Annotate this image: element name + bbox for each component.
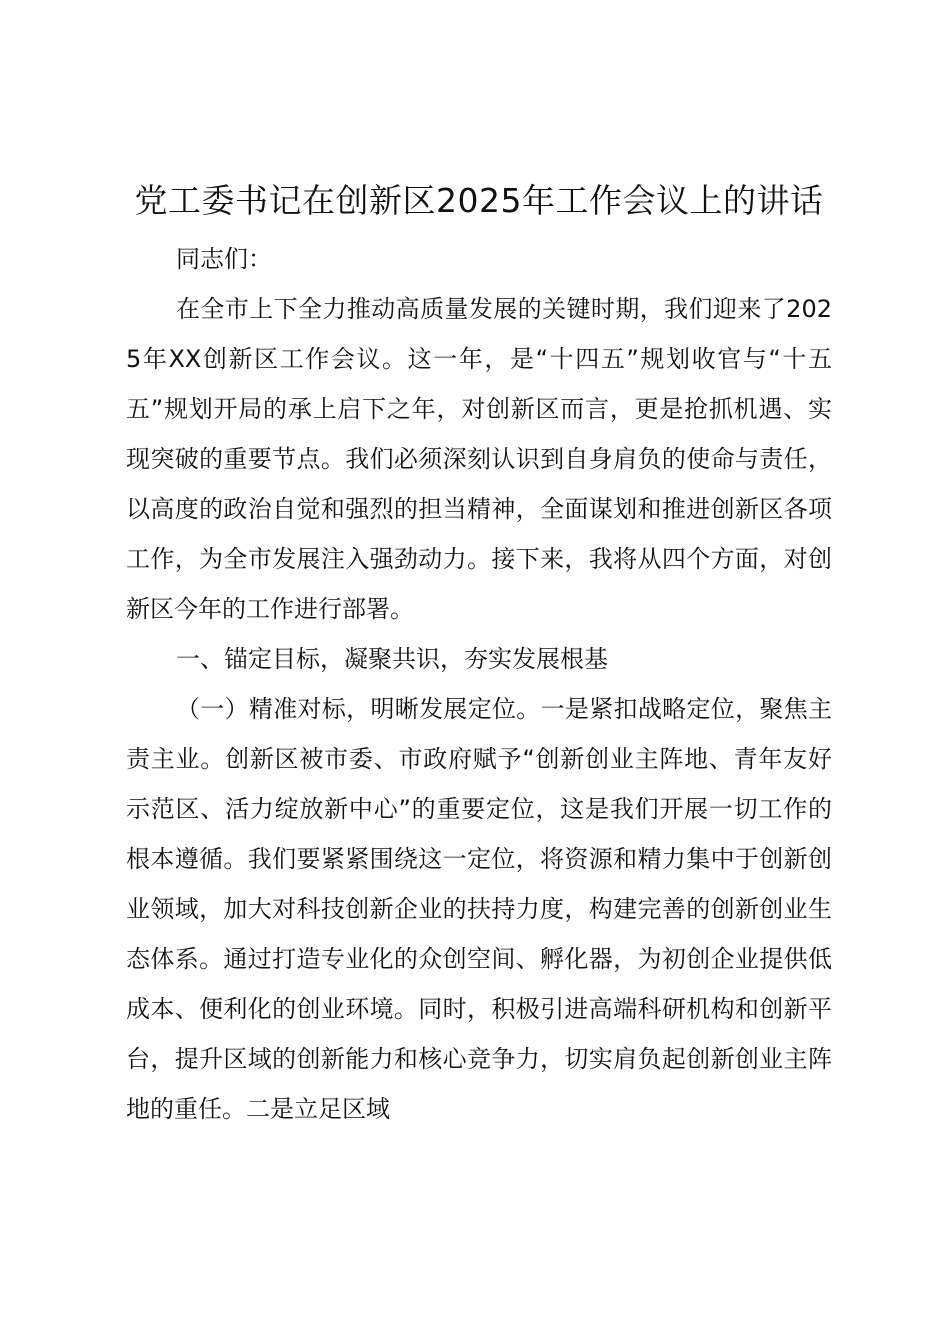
document-page <box>126 178 832 1134</box>
paragraph-section-1: （一）精准对标，明晰发展定位。一是紧扣战略定位，聚焦主责主业。创新区被市委、市政府赋予“创新创业主阵地、青年友好示范区、活力绽放新中心”的重要定位，这是我们开展一切工作的根本遵循。我们要紧紧围绕这一定位，将资源和精力集中于创新创业领域，加大对科技创新企业的扶持力度，构建完善的创新创业生态体系。通过打造专业化的众创空间、孵化器，为初创企业提供低成本、便利化的创业环境。同时，积极引进高端科研机构和创新平台，提升区域的创新能力和核心竞争力，切实肩负起创新创业主阵地的重任。二是立足区域 <box>126 695 832 1123</box>
salutation: 同志们： <box>176 245 272 273</box>
document-title: 党工委书记在创新区2025年工作会议上的讲话 <box>134 181 824 220</box>
paragraph-intro: 在全市上下全力推动高质量发展的关键时期，我们迎来了2025年XX创新区工作会议。这一年，是“十四五”规划收官与“十五五”规划开局的承上启下之年，对创新区而言，更是抢抓机遇、实现突破的重要节点。我们必须深刻认识到自身肩负的使命与责任，以高度的政治自觉和强烈的担当精神，全面谋划和推进创新区各项工作，为全市发展注入强劲动力。接下来，我将从四个方面，对创新区今年的工作进行部署。 <box>126 295 832 623</box>
section-heading: 一、锚定目标，凝聚共识，夯实发展根基 <box>176 645 608 673</box>
